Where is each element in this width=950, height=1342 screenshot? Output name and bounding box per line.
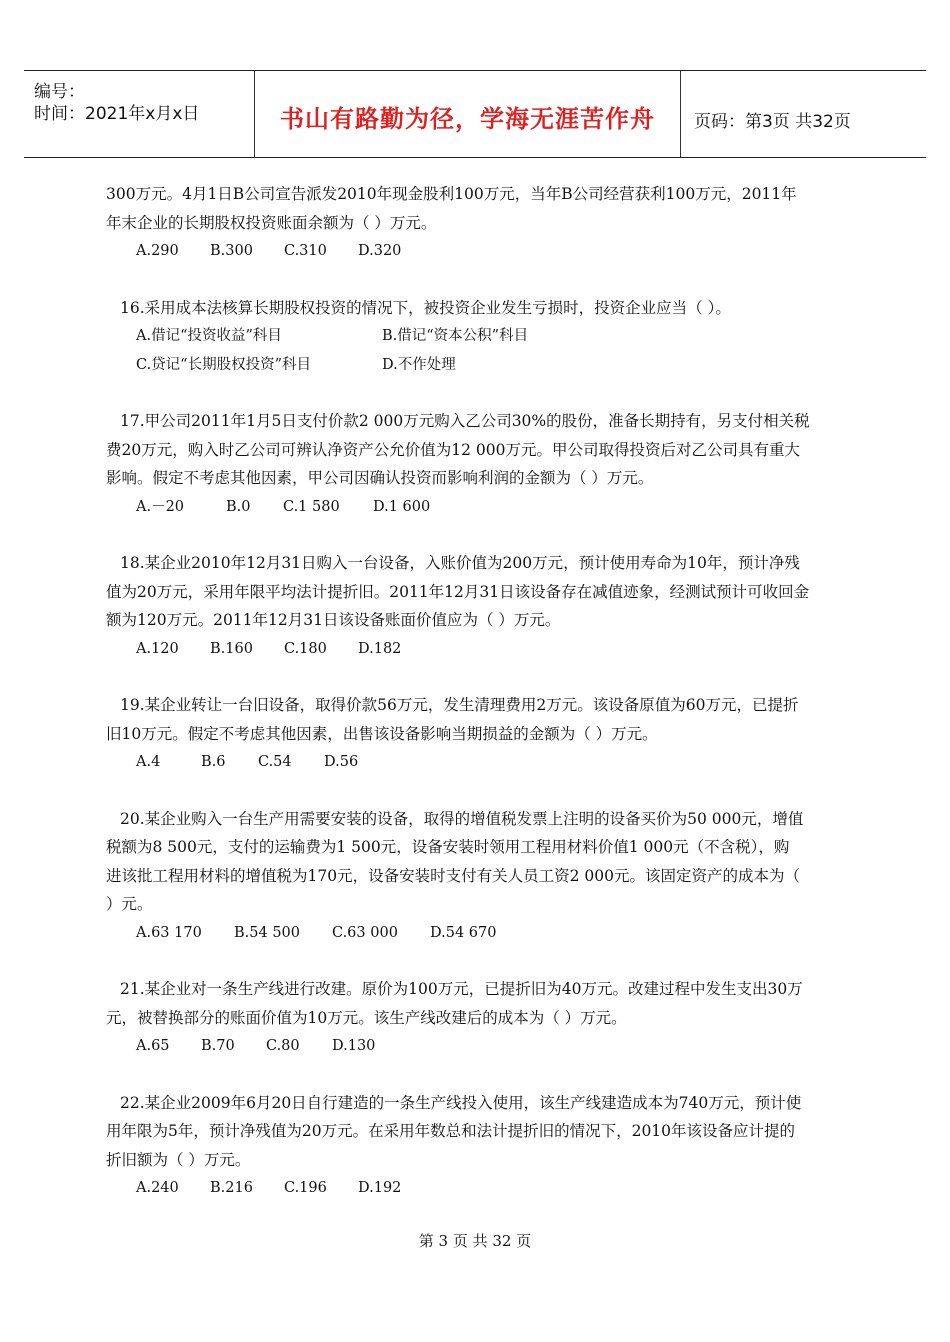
- answer-options: [136, 493, 852, 522]
- answer-options: [136, 322, 852, 351]
- question-20: [106, 805, 852, 948]
- option-d: D.不作处理: [382, 356, 456, 373]
- answer-options: [136, 635, 852, 664]
- question-text-line: 21.某企业对一条生产线进行改建。原价为100万元，已提折旧为40万元。改建过程中发生支出30万: [120, 980, 803, 998]
- question-text-line: 19.某企业转让一台旧设备，取得价款56万元，发生清理费用2万元。该设备原值为60万元，已提折: [120, 696, 799, 714]
- question-text-line: 用年限为5年，预计净残值为20万元。在采用年数总和法计提折旧的情况下，2010年该设备应计提的: [106, 1122, 796, 1140]
- option-a: A.4: [136, 754, 161, 770]
- option-b: B.6: [201, 754, 226, 770]
- option-c: C.贷记“长期股权投资”科目: [136, 356, 312, 373]
- question-text-line: 16.采用成本法核算长期股权投资的情况下，被投资企业发生亏损时，投资企业应当（ ）。: [120, 298, 731, 317]
- question-21: [106, 975, 852, 1061]
- option-c: C.180: [284, 640, 327, 657]
- option-d: D.192: [358, 1180, 402, 1196]
- option-c: C.1 580: [283, 498, 340, 515]
- option-b: B.300: [210, 243, 253, 259]
- question-18: [106, 549, 852, 663]
- option-d: D.320: [358, 243, 402, 259]
- option-b: B.216: [210, 1180, 253, 1196]
- option-d: D.130: [332, 1038, 376, 1054]
- option-c: C.63 000: [332, 924, 398, 941]
- document-time-label: 时间：2021年x月x日: [34, 104, 200, 124]
- option-b: B.160: [210, 640, 253, 657]
- header-left-block: [34, 81, 199, 125]
- question-text-line: ）元。: [106, 895, 153, 913]
- answer-options: [136, 1174, 852, 1203]
- question-16: [106, 294, 852, 380]
- question-text-line: 元，被替换部分的账面价值为10万元。该生产线改建后的成本为（ ）万元。: [106, 1008, 627, 1027]
- answer-options: [136, 237, 852, 266]
- option-d: D.1 600: [373, 498, 431, 515]
- question-15-continued: [106, 180, 852, 266]
- answer-options: [136, 919, 852, 948]
- option-b: B.0: [226, 498, 251, 515]
- document-number-label: 编号：: [34, 82, 85, 102]
- question-text-line: 折旧额为（ ）万元。: [106, 1150, 251, 1169]
- question-19: [106, 691, 852, 777]
- question-text-line: 17.甲公司2011年1月5日支付价款2 000万元购入乙公司30%的股份，准备长期持有，另支付相关税: [120, 412, 810, 430]
- answer-options: [136, 1032, 852, 1061]
- option-a: A.290: [136, 243, 179, 259]
- option-b: B.54 500: [234, 924, 301, 941]
- question-text-line: 值为20万元，采用年限平均法计提折旧。2011年12月31日该设备存在减值迹象，经测试预计可收回金: [106, 582, 810, 601]
- option-d: D.54 670: [430, 924, 497, 941]
- question-text-line: 旧10万元。假定不考虑其他因素，出售该设备影响当期损益的金额为（ ）万元。: [106, 724, 658, 743]
- option-c: C.80: [266, 1038, 300, 1054]
- question-text-line: 22.某企业2009年6月20日自行建造的一条生产线投入使用，该生产线建造成本为740万元，预计使: [120, 1093, 802, 1112]
- question-text-line: 300万元。4月1日B公司宣告派发2010年现金股利100万元，当年B公司经营获利100万元，2011年: [106, 185, 797, 203]
- option-c: C.54: [258, 754, 292, 770]
- option-a: A.－20: [136, 498, 185, 515]
- option-a: A.240: [136, 1180, 179, 1196]
- page-footer: 第 3 页 共 32 页: [418, 1232, 532, 1250]
- option-b: B.70: [201, 1038, 235, 1054]
- question-text-line: 费20万元，购入时乙公司可辨认净资产公允价值为12 000万元。甲公司取得投资后对乙公司具有重大: [106, 440, 800, 459]
- answer-options: [136, 748, 852, 777]
- option-a: A.借记“投资收益”科目: [136, 328, 282, 344]
- question-22: [106, 1089, 852, 1203]
- document-body: [106, 180, 852, 1203]
- option-c: C.196: [284, 1180, 327, 1196]
- question-text-line: 影响。假定不考虑其他因素，甲公司因确认投资而影响利润的金额为（ ）万元。: [106, 469, 654, 487]
- option-a: A.63 170: [136, 924, 202, 941]
- header-motto: 书山有路勤为径，学海无涯苦作舟: [280, 105, 655, 133]
- header-page-info: 页码：第3页 共32页: [694, 112, 851, 132]
- option-a: A.120: [136, 640, 179, 657]
- question-text-line: 进该批工程用材料的增值税为170元，设备安装时支付有关人员工资2 000元。该固定资产的成本为（: [106, 866, 800, 885]
- question-text-line: 税额为8 500元，支付的运输费为1 500元，设备安装时领用工程用材料价值1 000元（不含税），购: [106, 838, 790, 856]
- option-b: B.借记“资本公积”科目: [382, 328, 529, 344]
- question-text-line: 年末企业的长期股权投资账面余额为（ ）万元。: [106, 213, 437, 232]
- option-c: C.310: [284, 243, 327, 259]
- question-text-line: 额为120万元。2011年12月31日该设备账面价值应为（ ）万元。: [106, 611, 561, 629]
- option-d: D.56: [324, 754, 359, 770]
- option-a: A.65: [136, 1038, 170, 1054]
- answer-options: [136, 351, 852, 380]
- page-header: [24, 70, 926, 158]
- question-17: [106, 407, 852, 521]
- option-d: D.182: [358, 640, 402, 657]
- question-text-line: 20.某企业购入一台生产用需要安装的设备，取得的增值税发票上注明的设备买价为50 000元，增值: [120, 809, 804, 828]
- question-text-line: 18.某企业2010年12月31日购入一台设备，入账价值为200万元，预计使用寿命为10年，预计净残: [120, 554, 800, 572]
- header-divider-right: [680, 71, 681, 157]
